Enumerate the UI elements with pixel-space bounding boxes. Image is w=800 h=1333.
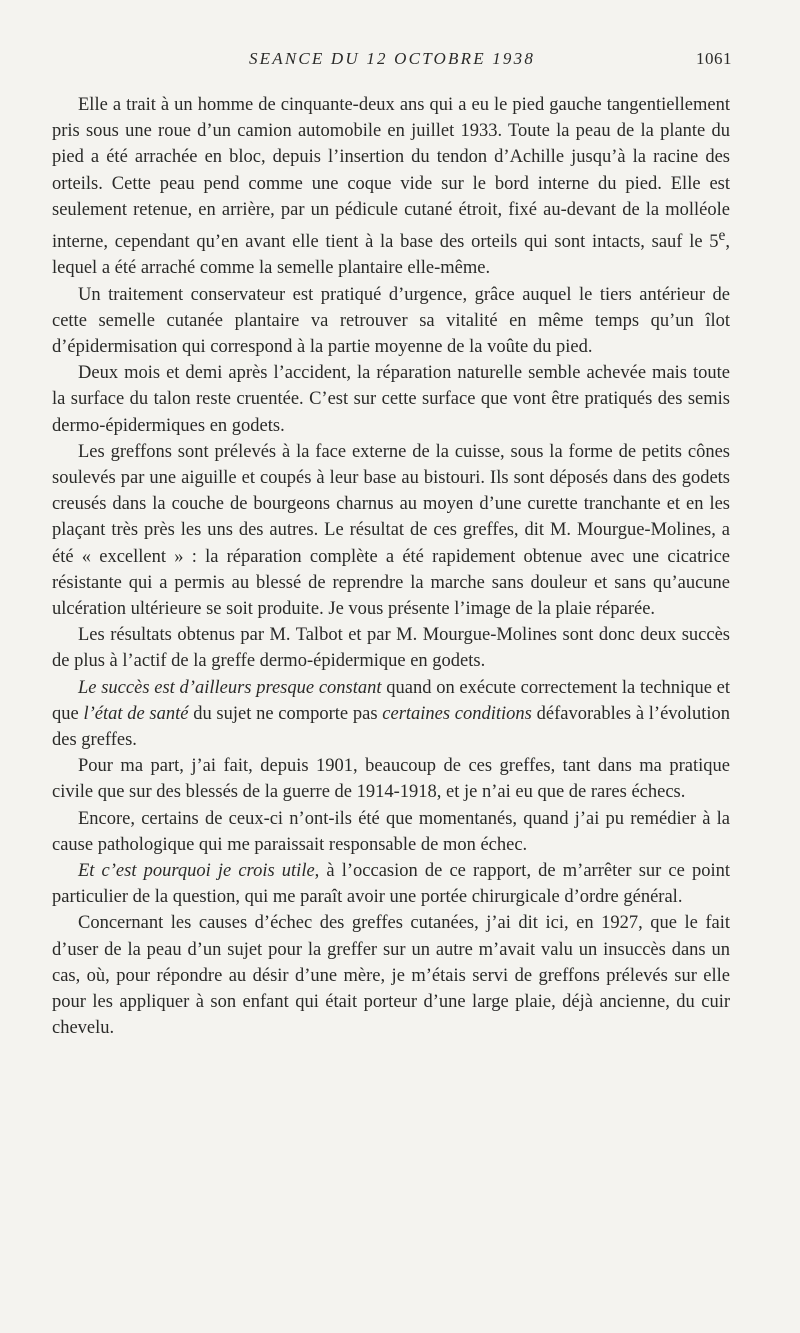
text-segment: du sujet ne comporte pas (188, 703, 383, 724)
text-segment: Deux mois et demi après l’accident, la réparation naturelle semble achevée mais toute la surface du talon reste cruentée. C’est sur cette surface que vont être pratiqués des semis dermo-épidermiques en godets. (52, 363, 730, 436)
paragraph-1 (52, 92, 730, 282)
paragraph-3 (52, 360, 730, 439)
text-segment: Pour ma part, j’ai fait, depuis 1901, beaucoup de ces greffes, tant dans ma pratique civile que sur des blessés de la guerre de 1914-1918, et je n’ai eu que de rares échecs. (52, 756, 730, 803)
paragraph-10 (52, 910, 730, 1041)
body-text (52, 92, 730, 1041)
paragraph-7 (52, 753, 730, 805)
italic-segment: Et c’est pourquoi je crois utile (78, 861, 315, 882)
superscript: e (718, 227, 726, 245)
italic-segment: l’état de santé (83, 703, 189, 724)
text-segment: , lequel a été arraché comme la semelle plantaire elle-même. (52, 232, 730, 279)
text-segment: Concernant les causes d’échec des greffes cutanées, j’ai dit ici, en 1927, que le fait d’user de la peau d’un sujet pour la greffer sur un autre m’avait valu un insuccès dans un cas, où, pour répondre au désir d’une mère, je m’étais servi de greffons prélevés sur elle pour les appliquer à son enfant qui était porteur d’une large plaie, déjà ancienne, du cuir chevelu. (52, 913, 730, 1039)
running-title: SEANCE DU 12 OCTOBRE 1938 (248, 49, 536, 68)
text-segment: Un traitement conservateur est pratiqué d’urgence, grâce auquel le tiers antérieur de cette semelle cutanée plantaire va retrouver sa vitalité en même temps qu’un îlot d’épidermisation qui correspond à la partie moyenne de la voûte du pied. (52, 284, 730, 357)
text-segment: Encore, certains de ceux-ci n’ont-ils été que momentanés, quand j’ai pu remédier à la cause pathologique qui me paraissait responsable de mon échec. (52, 808, 730, 855)
text-segment: défavorables à l’évolution des greffes. (52, 703, 730, 751)
running-head (52, 49, 732, 73)
paragraph-6 (52, 675, 730, 754)
italic-segment: Le succès est d’ailleurs presque constant (78, 677, 382, 698)
text-segment: Les résultats obtenus par M. Talbot et par M. Mourgue-Molines sont donc deux succès de plus à l’actif de la greffe dermo-épidermique en godets. (52, 625, 730, 672)
italic-segment: certaines conditions (382, 703, 532, 724)
paragraph-8 (52, 806, 730, 858)
paragraph-5 (52, 622, 730, 674)
paragraph-2 (52, 282, 730, 361)
paragraph-4 (52, 439, 730, 622)
text-segment: , à l’occasion de ce rapport, de m’arrêter sur ce point particulier de la question, qui me paraît avoir une portée chirurgicale d’ordre général. (52, 861, 731, 908)
text-segment: Elle a trait à un homme de cinquante-deux ans qui a eu le pied gauche tangentiellement pris sous une roue d’un camion automobile en juillet 1933. Toute la peau de la plante du pied a été arrachée en bloc, depuis l’insertion du tendon d’Achille jusqu’à la racine des orteils. Cette peau pend comme une coque vide sur le bord interne du pied. Elle est seulement retenue, en arrière, par un pédicule cutané étroit, fixé au-devant de la molléole interne, cependant qu’en avant elle tient à la base des orteils qui sont intacts, sauf le 5 (52, 95, 730, 253)
page-number: 1061 (696, 49, 732, 68)
paragraph-9 (52, 858, 730, 910)
text-segment: quand on exécute correctement la technique et que (52, 677, 730, 724)
text-segment: Les greffons sont prélevés à la face externe de la cuisse, sous la forme de petits cônes soulevés par une aiguille et coupés à leur base au bistouri. Ils sont déposés dans des godets creusés dans la couche de bourgeons charnus au moyen d’une curette tranchante et en les plaçant très près les uns des autres. Le résultat de ces greffes, dit M. Mourgue-Molines, a été « excellent » : la réparation complète a été rapidement obtenue avec une cicatrice résistante qui a permis au blessé de reprendre la marche sans douleur et sans qu’aucune ulcération ultérieure se soit produite. Je vous présente l’image de la plaie réparée. (52, 441, 730, 620)
